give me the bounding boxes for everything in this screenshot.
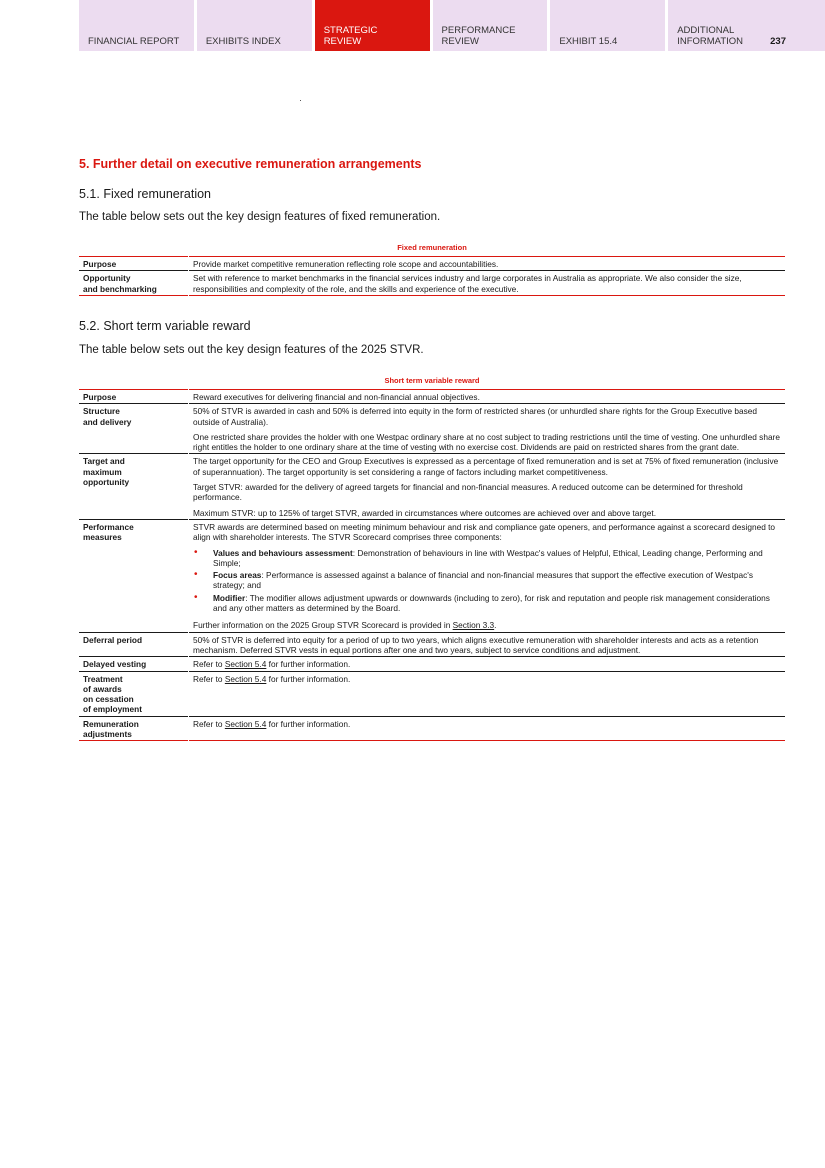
table-row xyxy=(79,519,785,632)
paragraph: The target opportunity for the CEO and Group Executives is expressed as a percentage of fixed remuneration and is set at 75% of fixed remuneration (inclusive of superannuation). The target opportunity is set considering a range of factors including market competitiveness. xyxy=(193,456,779,477)
paragraph: Maximum STVR: up to 125% of target STVR, awarded in circumstances where outcomes are achieved over and above target. xyxy=(193,507,657,518)
section-5-4-link[interactable]: Section 5.4 xyxy=(224,659,267,670)
row-content xyxy=(189,519,786,632)
list-item: • Focus areas: Performance is assessed against a balance of financial and non-financial measures that support the effective execution of Westpac's strategy; and xyxy=(193,570,781,591)
section-3-3-link[interactable]: Section 3.3 xyxy=(452,620,495,631)
row-content xyxy=(189,404,786,454)
row-label: Target and maximum opportunity xyxy=(79,454,189,519)
tab-exhibits-index[interactable] xyxy=(197,0,312,51)
tab-exhibit-15-4[interactable] xyxy=(550,0,665,51)
row-content: Refer to Section 5.4 for further information. xyxy=(189,716,786,741)
row-label: Deferral period xyxy=(79,632,189,657)
tab-label: EXHIBIT 15.4 xyxy=(559,35,618,47)
tab-label: STRATEGIC REVIEW xyxy=(323,25,378,47)
stvr-caption: Short term variable reward xyxy=(384,376,480,385)
fixed-remuneration-heading: 5.1. Fixed remuneration xyxy=(79,187,212,201)
table-row xyxy=(79,257,785,271)
table-row xyxy=(79,716,785,741)
row-label: Purpose xyxy=(79,390,189,404)
tab-label: PERFORMANCE REVIEW xyxy=(441,25,516,47)
scorecard-components-list xyxy=(193,548,781,614)
section-heading: 5. Further detail on executive remuneration arrangements xyxy=(79,157,422,171)
paragraph: Target STVR: awarded for the delivery of agreed targets for financial and non-financial measures. A reduced outcome can be determined for threshold performance. xyxy=(193,482,743,503)
row-content: Reward executives for delivering financial and non-financial annual objectives. xyxy=(193,392,480,402)
table-row xyxy=(79,657,785,671)
section-5-4-link[interactable]: Section 5.4 xyxy=(224,673,267,684)
table-row xyxy=(79,390,785,404)
row-label: Opportunity and benchmarking xyxy=(79,271,189,296)
row-label: Performance measures xyxy=(79,519,189,632)
table-row xyxy=(79,454,785,519)
tab-financial-report[interactable] xyxy=(79,0,194,51)
paragraph: Further information on the 2025 Group STVR Scorecard is provided in Section 3.3. xyxy=(193,620,497,631)
table-row xyxy=(79,632,785,657)
page-number: 237 xyxy=(770,35,786,47)
tab-additional-information[interactable] xyxy=(668,0,825,51)
stray-dot xyxy=(300,100,301,101)
stvr-table xyxy=(79,389,785,741)
list-item: • Values and behaviours assessment: Demonstration of behaviours in line with Westpac's values of Helpful, Ethical, Leading change, Performing and Simple; xyxy=(193,548,781,569)
row-content: Provide market competitive remuneration reflecting role scope and accountabilities. xyxy=(193,259,499,269)
stvr-heading: 5.2. Short term variable reward xyxy=(79,319,251,333)
tab-performance-review[interactable] xyxy=(433,0,548,51)
row-label: Delayed vesting xyxy=(79,657,189,671)
fixed-remuneration-table xyxy=(79,256,785,296)
fixed-remuneration-intro: The table below sets out the key design features of fixed remuneration. xyxy=(79,211,441,223)
table-row xyxy=(79,404,785,454)
paragraph: One restricted share provides the holder with one Westpac ordinary share at no cost subject to trading restrictions until the time of vesting. One unhurdled share right entitles the holder to one ordinary share at the time of vesting with no exercise cost. Dividends are paid on restricted shares from the grant date. xyxy=(193,431,780,453)
paragraph: 50% of STVR is awarded in cash and 50% is deferred into equity in the form of restricted shares (or unhurdled share rights for the Group Executive based outside of Australia). xyxy=(193,406,758,427)
tab-label: EXHIBITS INDEX xyxy=(205,35,281,47)
row-label: Purpose xyxy=(79,257,189,271)
row-content: 50% of STVR is deferred into equity for a period of up to two years, which aligns executive remuneration with shareholder interests and acts as a retention mechanism. Deferred STVR vests in equal portions after one and two years, subject to service conditions and adjustment. xyxy=(189,632,786,657)
table-row xyxy=(79,271,785,296)
stvr-intro: The table below sets out the key design features of the 2025 STVR. xyxy=(79,344,424,356)
row-label: Treatment of awards on cessation of employment xyxy=(79,671,189,716)
row-content xyxy=(189,454,786,519)
table-row xyxy=(79,671,785,716)
tab-label: FINANCIAL REPORT xyxy=(88,35,180,47)
fixed-remuneration-caption: Fixed remuneration xyxy=(397,243,467,252)
paragraph: STVR awards are determined based on meeting minimum behaviour and risk and compliance gate openers, and performance against a scorecard designed to align with shareholder interests. The STVR Scorecard comprises three components: xyxy=(193,521,776,543)
tab-strategic-review[interactable] xyxy=(315,0,430,51)
row-label: Structure and delivery xyxy=(79,404,189,454)
tab-label: ADDITIONAL INFORMATION xyxy=(677,25,744,47)
section-5-4-link[interactable]: Section 5.4 xyxy=(224,718,267,729)
row-content: Refer to Section 5.4 for further information. xyxy=(189,671,786,716)
row-content: Set with reference to market benchmarks in the financial services industry and large corporates in Australia as appropriate. We also consider the size, responsibilities and complexity of the role, and the skills and experience of the executive. xyxy=(189,271,786,296)
row-content: Refer to Section 5.4 for further information. xyxy=(189,657,786,671)
row-label: Remuneration adjustments xyxy=(79,716,189,741)
top-navigation xyxy=(79,0,825,51)
list-item: • Modifier: The modifier allows adjustment upwards or downwards (including to zero), for risk and reputation and people risk management considerations and any other matters as determined by the Board. xyxy=(193,593,781,614)
